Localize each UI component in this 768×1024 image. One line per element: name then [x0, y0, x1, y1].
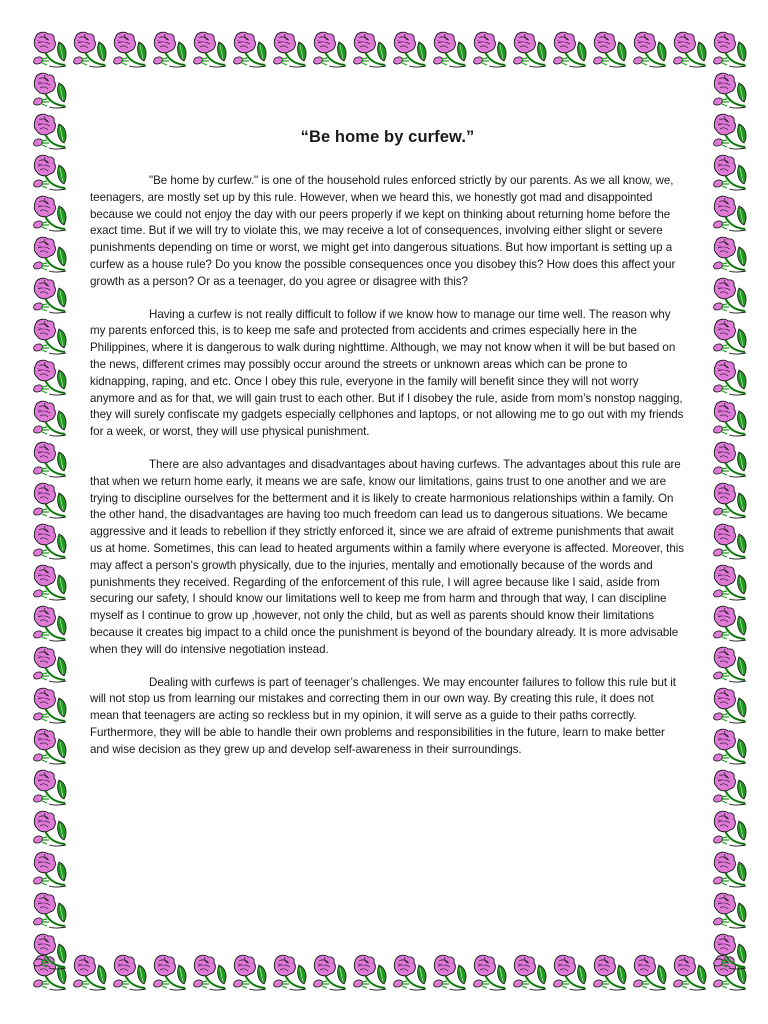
- rose-icon: [231, 953, 271, 994]
- rose-icon: [31, 30, 71, 71]
- rose-icon: [231, 30, 271, 71]
- rose-icon: [471, 953, 511, 994]
- rose-icon: [711, 727, 751, 768]
- rose-icon: [31, 276, 71, 317]
- rose-icon: [711, 194, 751, 235]
- rose-icon: [31, 71, 71, 112]
- rose-border-top: [31, 30, 751, 71]
- rose-icon: [71, 953, 111, 994]
- rose-icon: [31, 604, 71, 645]
- rose-icon: [271, 30, 311, 71]
- rose-icon: [551, 953, 591, 994]
- rose-border-left: [31, 71, 71, 973]
- rose-icon: [591, 30, 631, 71]
- rose-icon: [511, 953, 551, 994]
- rose-icon: [431, 953, 471, 994]
- rose-border-bottom: [31, 953, 751, 994]
- rose-icon: [711, 604, 751, 645]
- rose-icon: [31, 932, 71, 973]
- rose-icon: [31, 317, 71, 358]
- rose-icon: [31, 440, 71, 481]
- rose-icon: [551, 30, 591, 71]
- paragraph-reasons: Having a curfew is not really difficult to follow if we know how to manage our time well. The reason why my parents enforced this, is to keep me safe and protected from accidents and crimes especially here in the Philippines, where it is dangerous to walk during nighttime. Although, we may not know when it will be but based on the news, different crimes may possibly occur around the streets or unknown areas which can be prone to kidnapping, raping, and etc. Once I obey this rule, everyone in the family will benefit since they will not worry anymore and as for that, we will gain trust to each other. But if I disobey the rule, aside from mom’s nonstop nagging, they will surely confiscate my gadgets especially cellphones and laptops, or not allowing me to go out with my friends for a week, or worst, they will use physical punishment.: [90, 307, 684, 439]
- essay-title: “Be home by curfew.”: [300, 128, 475, 146]
- rose-icon: [31, 891, 71, 932]
- rose-icon: [151, 30, 191, 71]
- rose-icon: [31, 645, 71, 686]
- rose-icon: [31, 809, 71, 850]
- rose-icon: [711, 358, 751, 399]
- rose-icon: [431, 30, 471, 71]
- rose-icon: [191, 953, 231, 994]
- rose-icon: [711, 645, 751, 686]
- rose-icon: [591, 953, 631, 994]
- rose-icon: [311, 953, 351, 994]
- rose-icon: [31, 194, 71, 235]
- rose-icon: [711, 399, 751, 440]
- rose-icon: [711, 563, 751, 604]
- rose-icon: [111, 30, 151, 71]
- rose-icon: [31, 358, 71, 399]
- rose-icon: [711, 153, 751, 194]
- rose-icon: [631, 953, 671, 994]
- rose-icon: [711, 809, 751, 850]
- rose-icon: [191, 30, 231, 71]
- rose-icon: [511, 30, 551, 71]
- rose-icon: [31, 112, 71, 153]
- rose-icon: [391, 953, 431, 994]
- rose-icon: [671, 953, 711, 994]
- paragraph-intro: "Be home by curfew." is one of the household rules enforced strictly by our parents. As we all know, we, teenagers, are mostly set up by this rule. However, when we heard this, we honestly got mad and disappointed because we could not enjoy the day with our peers properly if we kept on thinking about returning home before the exact time. But if we will try to violate this, we may receive a lot of consequences, involving either slight or severe punishments depending on time or worst, we might get into dangerous situations. But how important is setting up a curfew as a house rule? Do you know the possible consequences once you disobey this? How does this affect your growth as a person? Or as a teenager, do you agree or disagree with this?: [90, 174, 676, 288]
- rose-icon: [31, 850, 71, 891]
- rose-icon: [711, 112, 751, 153]
- rose-icon: [711, 850, 751, 891]
- rose-icon: [31, 727, 71, 768]
- rose-icon: [151, 953, 191, 994]
- rose-icon: [31, 563, 71, 604]
- rose-icon: [31, 153, 71, 194]
- rose-icon: [711, 481, 751, 522]
- rose-icon: [711, 71, 751, 112]
- rose-icon: [711, 522, 751, 563]
- rose-icon: [31, 686, 71, 727]
- rose-icon: [31, 235, 71, 276]
- rose-icon: [671, 30, 711, 71]
- rose-icon: [711, 768, 751, 809]
- essay-body: [90, 122, 685, 775]
- rose-icon: [711, 891, 751, 932]
- rose-icon: [311, 30, 351, 71]
- rose-icon: [31, 522, 71, 563]
- rose-icon: [351, 953, 391, 994]
- rose-icon: [71, 30, 111, 71]
- rose-icon: [31, 768, 71, 809]
- rose-icon: [31, 481, 71, 522]
- rose-icon: [351, 30, 391, 71]
- rose-icon: [711, 932, 751, 973]
- rose-icon: [631, 30, 671, 71]
- rose-icon: [391, 30, 431, 71]
- rose-icon: [111, 953, 151, 994]
- rose-icon: [31, 399, 71, 440]
- rose-border-right: [711, 71, 751, 973]
- rose-icon: [711, 317, 751, 358]
- rose-icon: [711, 235, 751, 276]
- rose-icon: [711, 686, 751, 727]
- rose-icon: [271, 953, 311, 994]
- rose-icon: [711, 30, 751, 71]
- paragraph-advantages: There are also advantages and disadvantages about having curfews. The advantages about this rule are that when we return home early, it means we are safe, know our limitations, gains trust to one another and we are trying to discipline ourselves for the betterment and it is likely to create harmonious relationships within a family. On the other hand, the disadvantages are having too much freedom can lead us to dangerous situations. We became aggressive and it leads to rebellion if they strictly enforced it, since we are afraid of extreme punishments that await us at home. Sometimes, this can lead to heated arguments within a family where everyone is affected. Moreover, this may affect a person's growth physically, due to the injuries, mentally and emotionally because of the words and punishments they received. Regarding of the enforcement of this rule, I will agree because like I said, aside from securing our safety, I should know our limitations well to keep me from harm and through that way, I can discipline myself as I continue to grow up ,however, not only the child, but as well as parents should know their limitations because it creates big impact to a child once the punishment is beyond of the boundary already. It is more advisable when they will do intensive negotiation instead.: [90, 457, 684, 656]
- rose-icon: [711, 276, 751, 317]
- rose-icon: [711, 440, 751, 481]
- rose-icon: [471, 30, 511, 71]
- paragraph-conclusion: Dealing with curfews is part of teenager’s challenges. We may encounter failures to follow this rule but it will not stop us from learning our mistakes and correcting them in our own way. By creating this rule, it does not mean that teenagers are acting so reckless but in my opinion, it will serve as a guide to their paths correctly. Furthermore, they will be able to handle their own problems and responsibilities in the future, learn to make better and wise decision as they grew up and develop self-awareness in their surroundings.: [90, 675, 676, 756]
